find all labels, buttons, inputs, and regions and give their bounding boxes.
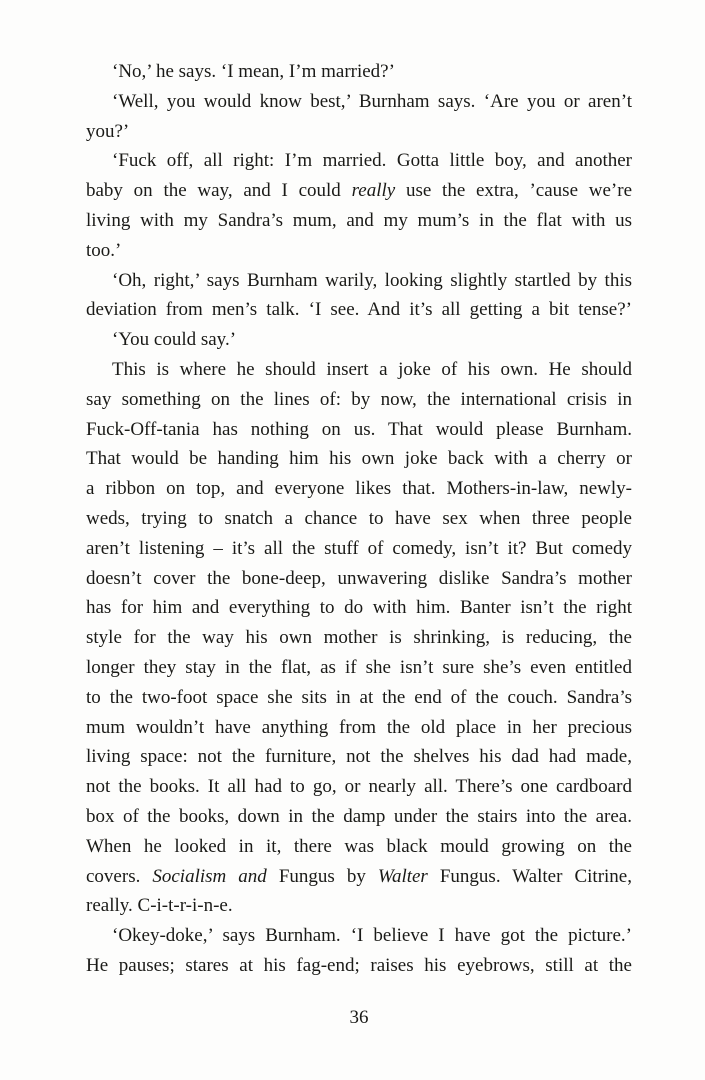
text-line — [86, 683, 632, 713]
text-line — [86, 504, 632, 534]
body-text: baby on the way, and I could — [86, 180, 352, 202]
body-text: ‘Well, you would know best,’ Burnham says. ‘Are you or aren’t — [112, 90, 632, 112]
text-line — [86, 802, 632, 832]
text-line — [86, 236, 632, 266]
body-text: really. C-i-t-r-i-n-e. — [86, 895, 233, 917]
text-line — [86, 742, 632, 772]
text-line — [86, 772, 632, 802]
italic-text: Socialism and — [152, 865, 267, 887]
page-number: 36 — [349, 1007, 369, 1028]
body-text: That would be handing him his own joke back with a cherry or — [86, 448, 632, 470]
body-text: too.’ — [86, 239, 122, 261]
text-line — [86, 623, 632, 653]
body-text: covers. — [86, 865, 153, 887]
text-line — [86, 444, 632, 474]
body-text: you?’ — [86, 120, 130, 142]
text-line — [86, 176, 632, 206]
body-text: When he looked in it, there was black mould growing on the — [86, 835, 632, 857]
body-text: ‘Fuck off, all right: I’m married. Gotta little boy, and another — [112, 150, 632, 172]
italic-text: really — [351, 180, 396, 202]
text-line — [86, 385, 632, 415]
text-line — [86, 534, 632, 564]
text-line — [86, 325, 632, 355]
body-text: ‘You could say.’ — [112, 329, 237, 351]
body-text: This is where he should insert a joke of his own. He should — [112, 358, 632, 380]
body-text: He pauses; stares at his fag-end; raises his eyebrows, still at the — [86, 954, 632, 976]
text-line — [86, 117, 632, 147]
text-line — [86, 57, 632, 87]
text-line — [86, 713, 632, 743]
text-line — [86, 564, 632, 594]
body-text: use the extra, ’cause we’re — [395, 180, 632, 202]
text-line — [86, 862, 632, 892]
body-text: say something on the lines of: by now, the international crisis in — [86, 388, 632, 410]
body-text: style for the way his own mother is shrinking, is reducing, the — [86, 627, 632, 649]
body-text: ‘Okey-doke,’ says Burnham. ‘I believe I have got the picture.’ — [112, 925, 632, 947]
body-text: ‘Oh, right,’ says Burnham warily, looking slightly startled by this — [112, 269, 632, 291]
body-text: has for him and everything to do with him. Banter isn’t the right — [86, 597, 632, 619]
text-line — [86, 593, 632, 623]
text-line — [86, 951, 632, 981]
body-text: doesn’t cover the bone-deep, unwavering dislike Sandra’s mother — [86, 567, 632, 589]
text-line — [86, 266, 632, 296]
body-text-block — [86, 57, 632, 981]
body-text: Fungus by — [266, 865, 378, 887]
text-line — [86, 295, 632, 325]
italic-text: Walter — [377, 865, 428, 887]
text-line — [86, 206, 632, 236]
body-text: a ribbon on top, and everyone likes that. Mothers-in-law, newly- — [86, 478, 632, 500]
body-text: living space: not the furniture, not the shelves his dad had made, — [86, 746, 632, 768]
body-text: Fuck-Off-tania has nothing on us. That would please Burnham. — [86, 418, 632, 440]
text-line — [86, 87, 632, 117]
body-text: aren’t listening – it’s all the stuff of comedy, isn’t it? But comedy — [86, 537, 632, 559]
text-line — [86, 415, 632, 445]
body-text: Fungus. Walter Citrine, — [427, 865, 632, 887]
text-line — [86, 653, 632, 683]
body-text: to the two-foot space she sits in at the end of the couch. Sandra’s — [86, 686, 632, 708]
text-line — [86, 146, 632, 176]
text-line — [86, 832, 632, 862]
text-line — [86, 921, 632, 951]
body-text: deviation from men’s talk. ‘I see. And it’s all getting a bit tense?’ — [86, 299, 632, 321]
text-line — [86, 474, 632, 504]
text-line — [86, 891, 632, 921]
body-text: living with my Sandra’s mum, and my mum’s in the flat with us — [86, 209, 632, 231]
body-text: not the books. It all had to go, or nearly all. There’s one cardboard — [86, 776, 632, 798]
body-text: longer they stay in the flat, as if she isn’t sure she’s even entitled — [86, 656, 632, 678]
body-text: mum wouldn’t have anything from the old place in her precious — [86, 716, 632, 738]
text-line — [86, 355, 632, 385]
body-text: box of the books, down in the damp under the stairs into the area. — [86, 805, 632, 827]
body-text: weds, trying to snatch a chance to have sex when three people — [86, 507, 632, 529]
body-text: ‘No,’ he says. ‘I mean, I’m married?’ — [112, 61, 395, 82]
